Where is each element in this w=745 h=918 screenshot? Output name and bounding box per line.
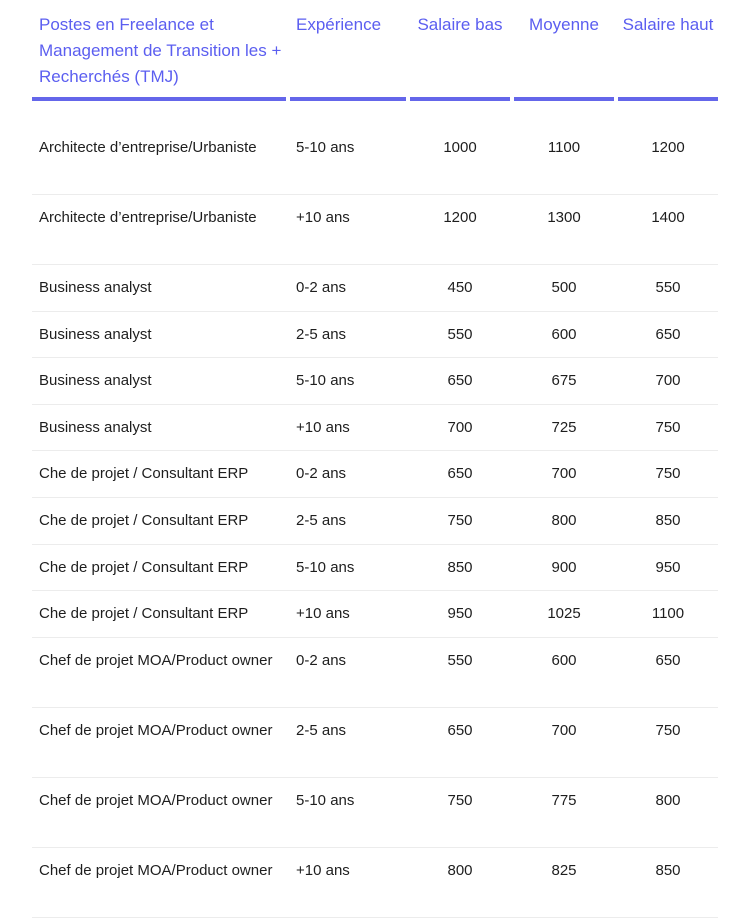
table-row	[32, 312, 718, 359]
cell-experience: 5-10 ans	[296, 139, 355, 156]
cell-experience: 0-2 ans	[296, 279, 347, 296]
cell-moyenne: 725	[551, 418, 577, 436]
cell-poste: Architecte d’entreprise/Urbaniste	[39, 209, 257, 226]
table-row	[32, 451, 718, 498]
table-row	[32, 778, 718, 848]
table-row	[32, 125, 718, 195]
cell-salaire-bas: 650	[447, 465, 473, 483]
cell-experience: 2-5 ans	[296, 511, 347, 529]
cell-poste: Chef de projet MOA/Product owner	[39, 861, 273, 879]
cell-salaire-bas: 550	[447, 651, 473, 669]
cell-moyenne: 1100	[547, 139, 581, 156]
cell-moyenne: 700	[551, 465, 577, 483]
cell-moyenne: 1300	[547, 209, 581, 226]
cell-experience: 5-10 ans	[296, 558, 355, 576]
cell-salaire-haut: 850	[655, 861, 681, 879]
cell-experience: +10 ans	[296, 605, 350, 623]
cell-salaire-haut: 800	[655, 791, 681, 809]
table-row	[32, 638, 718, 708]
table-row	[32, 405, 718, 452]
cell-moyenne: 775	[551, 791, 577, 809]
cell-salaire-haut: 1100	[651, 605, 685, 623]
cell-salaire-bas: 850	[447, 558, 473, 576]
cell-moyenne: 800	[551, 511, 577, 529]
cell-moyenne: 600	[551, 325, 577, 343]
cell-poste: Che de projet / Consultant ERP	[39, 605, 249, 623]
cell-experience: 5-10 ans	[296, 372, 355, 390]
cell-salaire-haut: 550	[655, 279, 681, 296]
header-salaire-haut: Salaire haut	[618, 0, 718, 101]
cell-moyenne: 675	[551, 372, 577, 390]
cell-salaire-bas: 650	[447, 721, 473, 739]
cell-experience: 0-2 ans	[296, 651, 347, 669]
cell-salaire-bas: 650	[447, 372, 473, 390]
cell-salaire-bas: 700	[447, 418, 473, 436]
cell-poste: Chef de projet MOA/Product owner	[39, 721, 273, 739]
cell-experience: +10 ans	[296, 209, 350, 226]
table-row	[32, 498, 718, 545]
cell-poste: Business analyst	[39, 418, 152, 436]
cell-salaire-haut: 750	[655, 418, 681, 436]
cell-salaire-bas: 750	[447, 511, 473, 529]
table-row	[32, 358, 718, 405]
header-poste: Postes en Freelance et Management de Transition les + Recherchés (TMJ)	[32, 0, 286, 101]
table-row	[32, 591, 718, 638]
cell-moyenne: 900	[551, 558, 577, 576]
table-row	[32, 195, 718, 265]
cell-poste: Architecte d’entreprise/Urbaniste	[39, 139, 257, 156]
table-row	[32, 848, 718, 918]
table-header	[32, 0, 718, 101]
cell-salaire-bas: 950	[447, 605, 473, 623]
cell-poste: Business analyst	[39, 325, 152, 343]
cell-salaire-haut: 750	[655, 721, 681, 739]
cell-salaire-bas: 750	[447, 791, 473, 809]
header-moyenne: Moyenne	[514, 0, 614, 101]
cell-moyenne: 700	[551, 721, 577, 739]
cell-salaire-bas: 1000	[443, 139, 477, 156]
cell-moyenne: 825	[551, 861, 577, 879]
cell-poste: Che de projet / Consultant ERP	[39, 465, 249, 483]
cell-moyenne: 1025	[547, 605, 581, 623]
table-row	[32, 545, 718, 592]
header-experience: Expérience	[290, 0, 406, 101]
header-spacer	[32, 101, 718, 125]
table-row	[32, 265, 718, 312]
cell-salaire-bas: 450	[447, 279, 473, 296]
cell-moyenne: 500	[551, 279, 577, 296]
cell-experience: +10 ans	[296, 418, 350, 436]
cell-salaire-haut: 850	[655, 511, 681, 529]
cell-salaire-bas: 1200	[443, 209, 477, 226]
cell-poste: Business analyst	[39, 372, 152, 390]
cell-salaire-haut: 1400	[651, 209, 685, 226]
table-row	[32, 708, 718, 778]
cell-experience: 0-2 ans	[296, 465, 347, 483]
cell-moyenne: 600	[551, 651, 577, 669]
cell-experience: 2-5 ans	[296, 325, 347, 343]
cell-poste: Che de projet / Consultant ERP	[39, 511, 249, 529]
cell-experience: 2-5 ans	[296, 721, 347, 739]
cell-salaire-haut: 650	[655, 651, 681, 669]
cell-salaire-haut: 700	[655, 372, 681, 390]
cell-salaire-haut: 950	[655, 558, 681, 576]
cell-poste: Chef de projet MOA/Product owner	[39, 651, 273, 669]
cell-salaire-haut: 1200	[651, 139, 685, 156]
cell-poste: Business analyst	[39, 279, 152, 296]
salary-table	[32, 0, 718, 918]
cell-salaire-bas: 800	[447, 861, 473, 879]
cell-poste: Chef de projet MOA/Product owner	[39, 791, 273, 809]
cell-salaire-bas: 550	[447, 325, 473, 343]
cell-experience: 5-10 ans	[296, 791, 355, 809]
cell-salaire-haut: 750	[655, 465, 681, 483]
header-salaire-bas: Salaire bas	[410, 0, 510, 101]
cell-experience: +10 ans	[296, 861, 350, 879]
cell-salaire-haut: 650	[655, 325, 681, 343]
table-body	[32, 125, 718, 918]
cell-poste: Che de projet / Consultant ERP	[39, 558, 249, 576]
